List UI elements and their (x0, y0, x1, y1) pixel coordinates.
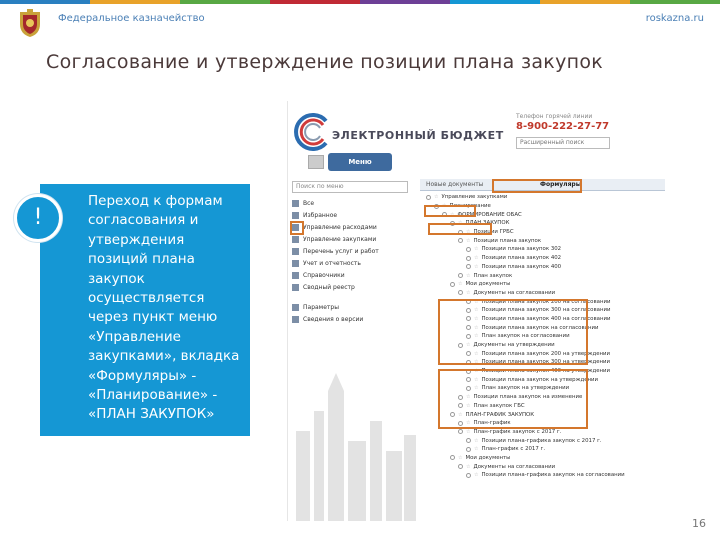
tree-item-label: Позиции плана закупок 300 на согласовании (481, 307, 611, 314)
highlight-confirm-docs (438, 369, 588, 429)
star-icon[interactable]: ☆ (458, 411, 463, 418)
tree-item-label: План закупок (473, 272, 513, 279)
app-header (288, 101, 665, 179)
site-link[interactable]: roskazna.ru (645, 13, 704, 24)
tree-item-label: ПЛАН ЗАКУПОК (465, 220, 510, 227)
tree-item-label: Планирование (449, 203, 491, 210)
exclamation-icon: ! (14, 194, 62, 242)
menu-item[interactable] (292, 245, 416, 257)
menu-item-icon (292, 284, 299, 291)
tree-item-label: ФОРМИРОВАНИЕ ОБАС (457, 211, 522, 218)
stripe-segment (270, 0, 360, 4)
tree-item-label: Позиции плана закупок на изменение (473, 394, 583, 401)
tree-item[interactable] (420, 436, 665, 445)
treasury-emblem-icon (16, 8, 44, 38)
star-icon[interactable]: ☆ (466, 402, 471, 409)
star-icon[interactable]: ☆ (474, 315, 479, 322)
tree-item-label: План закупок ГБС (473, 402, 525, 409)
star-icon[interactable]: ☆ (450, 211, 455, 218)
star-icon[interactable]: ☆ (474, 255, 479, 262)
page-number: 16 (692, 517, 706, 530)
highlight-forms-tab (492, 179, 582, 193)
star-icon[interactable]: ☆ (466, 463, 471, 470)
tree-node-icon (450, 282, 455, 287)
highlight-menu-item (290, 221, 304, 235)
tree-item-label: Позиции плана закупок 400 на утверждении (481, 368, 611, 375)
stripe-segment (180, 0, 270, 4)
tree-node-icon (466, 447, 471, 452)
menu-item[interactable] (292, 301, 416, 313)
star-icon[interactable]: ☆ (474, 368, 479, 375)
tree-item[interactable] (420, 280, 665, 289)
tree-item-label: Позиции плана закупок 200 на утверждении (481, 350, 611, 357)
tree-node-icon (466, 438, 471, 443)
info-note-text: Переход к формам согласования и утверждения позиций плана закупок осуществляется через пункт меню «Управление закупками», вкладка «Формуляры» - «Планирование» - «ПЛАН ЗАКУПОК» (88, 193, 240, 423)
stripe-segment (540, 0, 630, 4)
star-icon[interactable]: ☆ (474, 350, 479, 357)
menu-item-icon (292, 316, 299, 323)
advanced-search-input[interactable]: Расширенный поиск (516, 137, 610, 149)
menu-item-label: Сводный реестр (303, 283, 355, 291)
tree-item-label: Позиции плана закупок на согласовании (481, 324, 599, 331)
star-icon[interactable]: ☆ (466, 394, 471, 401)
city-skyline-image (292, 371, 420, 521)
tree-node-icon (426, 195, 431, 200)
tree-item-label: Позиции плана закупок (473, 237, 542, 244)
stripe-segment (360, 0, 450, 4)
tree-item[interactable] (420, 193, 665, 202)
tree-item-label: Позиции плана закупок 302 (481, 246, 562, 253)
menu-item[interactable] (292, 209, 416, 221)
star-icon[interactable]: ☆ (474, 446, 479, 453)
star-icon[interactable]: ☆ (466, 428, 471, 435)
tree-item-label: План-график (473, 420, 511, 427)
app-screenshot (287, 101, 665, 521)
star-icon[interactable]: ☆ (458, 220, 463, 227)
menu-item-icon (292, 304, 299, 311)
tree-node-icon (450, 455, 455, 460)
tree-item[interactable] (420, 471, 665, 480)
tree-item[interactable] (420, 254, 665, 263)
tree-item-label: План закупок на согласовании (481, 333, 570, 340)
star-icon[interactable]: ☆ (474, 307, 479, 314)
menu-item-label: Справочники (303, 271, 345, 279)
tree-item-label: Документы на утверждении (473, 342, 555, 349)
star-icon[interactable]: ☆ (474, 472, 479, 479)
highlight-approval-docs (438, 299, 588, 365)
tree-item[interactable] (420, 445, 665, 454)
tree-item-label: Позиции ГРБС (473, 229, 514, 236)
app-logo-text: ЭЛЕКТРОННЫЙ БЮДЖЕТ (332, 129, 504, 142)
star-icon[interactable]: ☆ (474, 333, 479, 340)
star-icon[interactable]: ☆ (434, 194, 439, 201)
menu-item-label: Учет и отчетность (303, 259, 361, 267)
menu-item-label: Перечень услуг и работ (303, 247, 379, 255)
tree-item-label: Позиции плана закупок 400 (481, 263, 562, 270)
color-stripe (0, 0, 720, 4)
highlight-plan-zakupok (428, 223, 492, 235)
page-title: Согласование и утверждение позиции плана закупок (46, 51, 604, 73)
tree-item-label: План закупок на утверждении (481, 385, 570, 392)
tree-item-label: Мои документы (465, 281, 511, 288)
menu-item-label: Сведения о версии (303, 315, 364, 323)
tree-item-label: Управление закупками (441, 194, 508, 201)
org-name: Федеральное казначейство (58, 13, 205, 24)
tree-item[interactable] (420, 289, 665, 298)
star-icon[interactable]: ☆ (474, 385, 479, 392)
tree-item[interactable] (420, 263, 665, 272)
menu-item-icon (292, 248, 299, 255)
tree-node-icon (458, 290, 463, 295)
tree-item-label: План-график закупок с 2017 г. (473, 428, 562, 435)
tree-node-icon (466, 264, 471, 269)
menu-button[interactable]: Меню (328, 153, 392, 171)
menu-search-input[interactable]: Поиск по меню (292, 181, 408, 193)
left-menu (292, 181, 416, 521)
star-icon[interactable]: ☆ (474, 324, 479, 331)
menu-item-icon (292, 272, 299, 279)
tree-node-icon (458, 464, 463, 469)
menu-gap (292, 293, 416, 301)
home-icon[interactable] (308, 155, 324, 169)
star-icon[interactable]: ☆ (474, 298, 479, 305)
menu-item[interactable] (292, 313, 416, 325)
stripe-segment (90, 0, 180, 4)
menu-item-icon (292, 212, 299, 219)
menu-item-icon (292, 260, 299, 267)
menu-item[interactable] (292, 197, 416, 209)
tree-item-label: Позиции плана закупок на утверждении (481, 376, 599, 383)
star-icon[interactable]: ☆ (474, 359, 479, 366)
menu-item-label: Все (303, 199, 315, 207)
tree-item-label: План-график с 2017 г. (481, 446, 546, 453)
tree-item-label: Позиции плана закупок 300 на утверждении (481, 359, 611, 366)
star-icon[interactable]: ☆ (474, 263, 479, 270)
menu-item-icon (292, 236, 299, 243)
tree-node-icon (466, 473, 471, 478)
info-note (40, 184, 250, 436)
tree-item-label: Документы на согласовании (473, 289, 556, 296)
tree-item-label: Позиции плана закупок 200 на согласовании (481, 298, 611, 305)
star-icon[interactable]: ☆ (466, 237, 471, 244)
tree-node-icon (458, 429, 463, 434)
tree-node-icon (458, 238, 463, 243)
star-icon[interactable]: ☆ (466, 289, 471, 296)
menu-item-label: Избранное (303, 211, 338, 219)
tree-item[interactable] (420, 462, 665, 471)
star-icon[interactable]: ☆ (474, 376, 479, 383)
star-icon[interactable]: ☆ (466, 229, 471, 236)
menu-item-label: Параметры (303, 303, 339, 311)
stripe-segment (630, 0, 720, 4)
tree-item[interactable] (420, 271, 665, 280)
menu-item[interactable] (292, 233, 416, 245)
budget-logo-icon (290, 111, 332, 153)
tree-node-icon (458, 273, 463, 278)
tree-item-label: Позиции плана закупок 400 на согласовании (481, 315, 611, 322)
menu-item[interactable] (292, 281, 416, 293)
tree-item[interactable] (420, 245, 665, 254)
hotline-label: Телефон горячей линии (516, 113, 593, 120)
star-icon[interactable]: ☆ (458, 454, 463, 461)
star-icon[interactable]: ☆ (466, 272, 471, 279)
menu-item-icon (292, 200, 299, 207)
tree-item-label: Позиции плана-графика закупок с 2017 г. (481, 437, 602, 444)
menu-item-label: Управление закупками (303, 235, 377, 243)
menu-item[interactable] (292, 221, 416, 233)
tree-item[interactable] (420, 236, 665, 245)
menu-item[interactable] (292, 269, 416, 281)
star-icon[interactable]: ☆ (466, 420, 471, 427)
menu-item-label: Управление расходами (303, 223, 377, 231)
tab-forms[interactable]: Формуляры (540, 181, 582, 188)
tree-node-icon (466, 247, 471, 252)
tree-item-label: Позиции плана закупок 402 (481, 255, 562, 262)
star-icon[interactable]: ☆ (458, 281, 463, 288)
highlight-planning (424, 205, 476, 217)
star-icon[interactable]: ☆ (474, 246, 479, 253)
tree-item[interactable] (420, 454, 665, 463)
star-icon[interactable]: ☆ (474, 437, 479, 444)
tab-new-documents[interactable]: Новые документы (426, 181, 484, 188)
menu-item[interactable] (292, 257, 416, 269)
star-icon[interactable]: ☆ (442, 203, 447, 210)
tree-node-icon (466, 256, 471, 261)
stripe-segment (0, 0, 90, 4)
stripe-segment (450, 0, 540, 4)
tree-item-label: ПЛАН-ГРАФИК ЗАКУПОК (465, 411, 535, 418)
star-icon[interactable]: ☆ (466, 342, 471, 349)
tree-item-label: Позиции плана-графика закупок на согласовании (481, 472, 625, 479)
tree-item-label: Документы на согласовании (473, 463, 556, 470)
hotline-phone: 8-900-222-27-77 (516, 121, 610, 132)
tree-item-label: Мои документы (465, 454, 511, 461)
